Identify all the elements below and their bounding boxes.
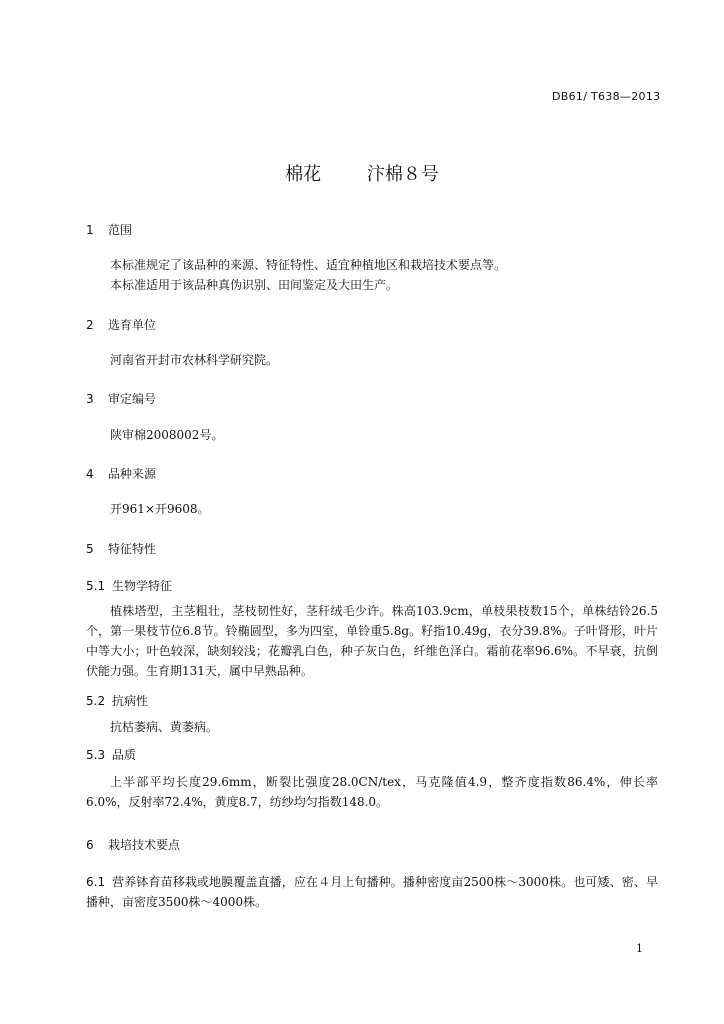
section-number: 3 [86, 392, 94, 406]
section-3-para: 陕审棉2008002号。 [110, 428, 224, 442]
subsection-5-1-text: 植株塔型，主茎粗壮，茎枝韧性好，茎秆绒毛少许。株高103.9cm，单枝果枝数15个，单株结铃26.5个，第一果枝节位6.8节。铃椭圆型，多为四室，单铃重5.8g。籽指10.49g，衣分39.8%。子叶肾形，叶片中等大小；叶色较深，缺刻较浅；花瓣乳白色，种子灰白色，纤维色泽白。霜前花率96.6%。不早衰，抗倒伏能力强。生育期131天，属中早熟品种。 [86, 604, 658, 678]
subsection-number: 6.1 [86, 875, 106, 889]
page-number: 1 [636, 942, 643, 955]
subsection-number: 5.1 [86, 579, 106, 593]
standard-code: DB61/ T638—2013 [552, 90, 661, 103]
section-5-heading [86, 540, 156, 557]
subsection-6-1-body: 营养钵育苗移栽或地膜覆盖直播，应在４月上旬播种。播种密度亩2500株～3000株。也可矮、密、早播种，亩密度3500株～4000株。 [86, 875, 658, 909]
subsection-number: 5.3 [86, 748, 106, 762]
section-2-heading [86, 316, 156, 333]
subsection-title: 抗病性 [112, 694, 149, 708]
subsection-5-2-text: 抗枯萎病、黄萎病。 [110, 720, 219, 734]
section-title: 特征特性 [108, 542, 157, 556]
section-1-heading [86, 221, 132, 238]
section-1-para-1: 本标准规定了该品种的来源、特征特性、适宜种植地区和栽培技术要点等。 [110, 258, 507, 272]
section-title: 品种来源 [108, 467, 157, 481]
subsection-title: 品质 [112, 748, 137, 762]
subsection-5-3-text: 上半部平均长度29.6mm，断裂比强度28.0CN/tex，马克隆值4.9，整齐度指数86.4%，伸长率6.0%，反射率72.4%，黄度8.7，纺纱均匀指数148.0。 [86, 775, 658, 809]
subsection-title: 生物学特征 [112, 579, 173, 593]
section-number: 4 [86, 467, 94, 481]
subsection-5-1-heading [86, 577, 172, 594]
subsection-number: 5.2 [86, 694, 106, 708]
section-title: 审定编号 [108, 392, 157, 406]
section-3-heading [86, 390, 156, 407]
section-2-para: 河南省开封市农林科学研究院。 [110, 353, 279, 367]
section-number: 6 [86, 838, 94, 852]
section-4-para: 开961×开9608。 [110, 502, 210, 516]
section-number: 1 [86, 223, 94, 237]
section-number: 2 [86, 318, 94, 332]
section-4-heading [86, 465, 156, 482]
document-title: 棉花 汴棉８号 [285, 164, 439, 185]
section-title: 栽培技术要点 [108, 838, 181, 852]
subsection-6-1-text [86, 872, 658, 912]
section-1-para-2: 本标准适用于该品种真伪识别、田间鉴定及大田生产。 [110, 278, 399, 292]
subsection-5-2-heading [86, 692, 148, 709]
section-title: 选育单位 [108, 318, 157, 332]
section-title: 范围 [108, 223, 133, 237]
section-6-heading [86, 836, 180, 853]
subsection-5-3-heading [86, 746, 136, 763]
section-number: 5 [86, 542, 94, 556]
